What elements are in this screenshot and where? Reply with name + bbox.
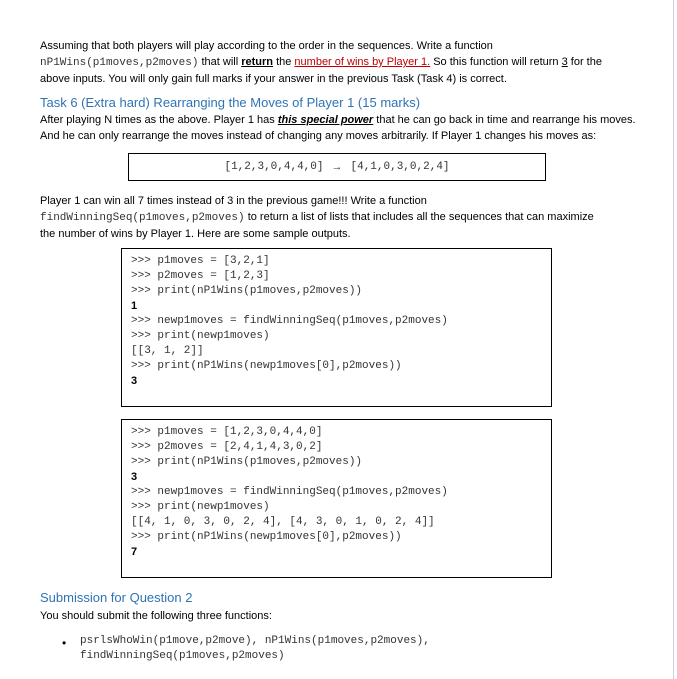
intro-line-1: Assuming that both players will play according to the order in the sequences. Write a function bbox=[40, 40, 493, 52]
code-line: >>> p2moves = [1,2,3] bbox=[131, 270, 270, 282]
intro-paragraph bbox=[40, 38, 640, 87]
code-output: 1 bbox=[131, 300, 138, 312]
red-emphasis: number of wins by Player 1. bbox=[294, 56, 431, 68]
code-output: 3 bbox=[131, 471, 138, 483]
task6-p2-line-2 bbox=[40, 209, 640, 226]
code-output: 3 bbox=[131, 375, 138, 387]
text-span: that he can go back in time and rearrange his moves. bbox=[373, 114, 636, 126]
code-line: >>> p2moves = [2,4,1,4,3,0,2] bbox=[131, 441, 323, 453]
code-line: [[3, 1, 2]] bbox=[131, 345, 204, 357]
task6-paragraph-2 bbox=[40, 193, 640, 242]
function-signature: nP1Wins(p1moves,p2moves) bbox=[40, 57, 199, 69]
code-line: >>> print(nP1Wins(p1moves,p2moves)) bbox=[131, 285, 363, 297]
text-span: that will bbox=[198, 56, 242, 68]
code-example-1 bbox=[121, 248, 552, 407]
code-line: >>> print(newp1moves) bbox=[131, 330, 270, 342]
sequence-from: [1,2,3,0,4,4,0] bbox=[224, 161, 324, 173]
function-name: findWinningSeq(p1moves,p2moves) bbox=[40, 212, 245, 224]
text-span: to return a list of lists that includes all the sequences that can maximize bbox=[244, 211, 594, 223]
task6-line-2: And he can only rearrange the moves instead of changing any moves arbitrarily. If Player 1 changes his moves as: bbox=[40, 130, 597, 142]
code-line: >>> print(nP1Wins(newp1moves[0],p2moves)) bbox=[131, 531, 402, 543]
code-line: >>> p1moves = [3,2,1] bbox=[131, 255, 270, 267]
task6-line-1 bbox=[40, 112, 640, 128]
text-span: the bbox=[273, 56, 295, 68]
task6-p2-line-3: the number of wins by Player 1. Here are some sample outputs. bbox=[40, 228, 351, 240]
code-line: [[4, 1, 0, 3, 0, 2, 4], [4, 3, 0, 1, 0, 2, 4]] bbox=[131, 516, 435, 528]
code-line: >>> print(nP1Wins(newp1moves[0],p2moves)) bbox=[131, 360, 402, 372]
submission-intro: You should submit the following three functions: bbox=[40, 610, 272, 622]
bullet-icon: • bbox=[62, 636, 67, 650]
function-list-line-2: findWinningSeq(p1moves,p2moves) bbox=[80, 650, 285, 662]
intro-line-2 bbox=[40, 54, 640, 71]
task6-paragraph-1 bbox=[40, 112, 640, 144]
return-emphasis: return bbox=[241, 56, 274, 68]
code-example-2 bbox=[121, 419, 552, 578]
code-output: 7 bbox=[131, 546, 138, 558]
sequence-to: [4,1,0,3,0,2,4] bbox=[350, 161, 450, 173]
three-emphasis: 3 bbox=[561, 56, 568, 68]
arrow-icon: → bbox=[331, 161, 343, 173]
code-line: >>> newp1moves = findWinningSeq(p1moves,p2moves) bbox=[131, 315, 448, 327]
text-span: After playing N times as the above. Player 1 has bbox=[40, 114, 278, 126]
text-span: So this function will return bbox=[430, 56, 562, 68]
text-span: for the bbox=[567, 56, 602, 68]
intro-line-3: above inputs. You will only gain full marks if your answer in the previous Task (Task 4) is correct. bbox=[40, 73, 507, 85]
task6-heading: Task 6 (Extra hard) Rearranging the Moves of Player 1 (15 marks) bbox=[40, 95, 421, 110]
code-line: >>> print(nP1Wins(p1moves,p2moves)) bbox=[131, 456, 363, 468]
task6-p2-line-1: Player 1 can win all 7 times instead of 3 in the previous game!!! Write a function bbox=[40, 195, 427, 207]
code-line: >>> newp1moves = findWinningSeq(p1moves,p2moves) bbox=[131, 486, 448, 498]
sequence-box bbox=[128, 153, 546, 181]
code-line: >>> p1moves = [1,2,3,0,4,4,0] bbox=[131, 426, 323, 438]
special-power-emphasis: this special power bbox=[277, 114, 374, 126]
function-list-line-1: psrlsWhoWin(p1move,p2move), nP1Wins(p1moves,p2moves), bbox=[80, 635, 430, 647]
submission-function-list bbox=[80, 634, 640, 664]
submission-heading: Submission for Question 2 bbox=[40, 590, 193, 605]
page-edge bbox=[673, 0, 674, 679]
code-line: >>> print(newp1moves) bbox=[131, 501, 270, 513]
